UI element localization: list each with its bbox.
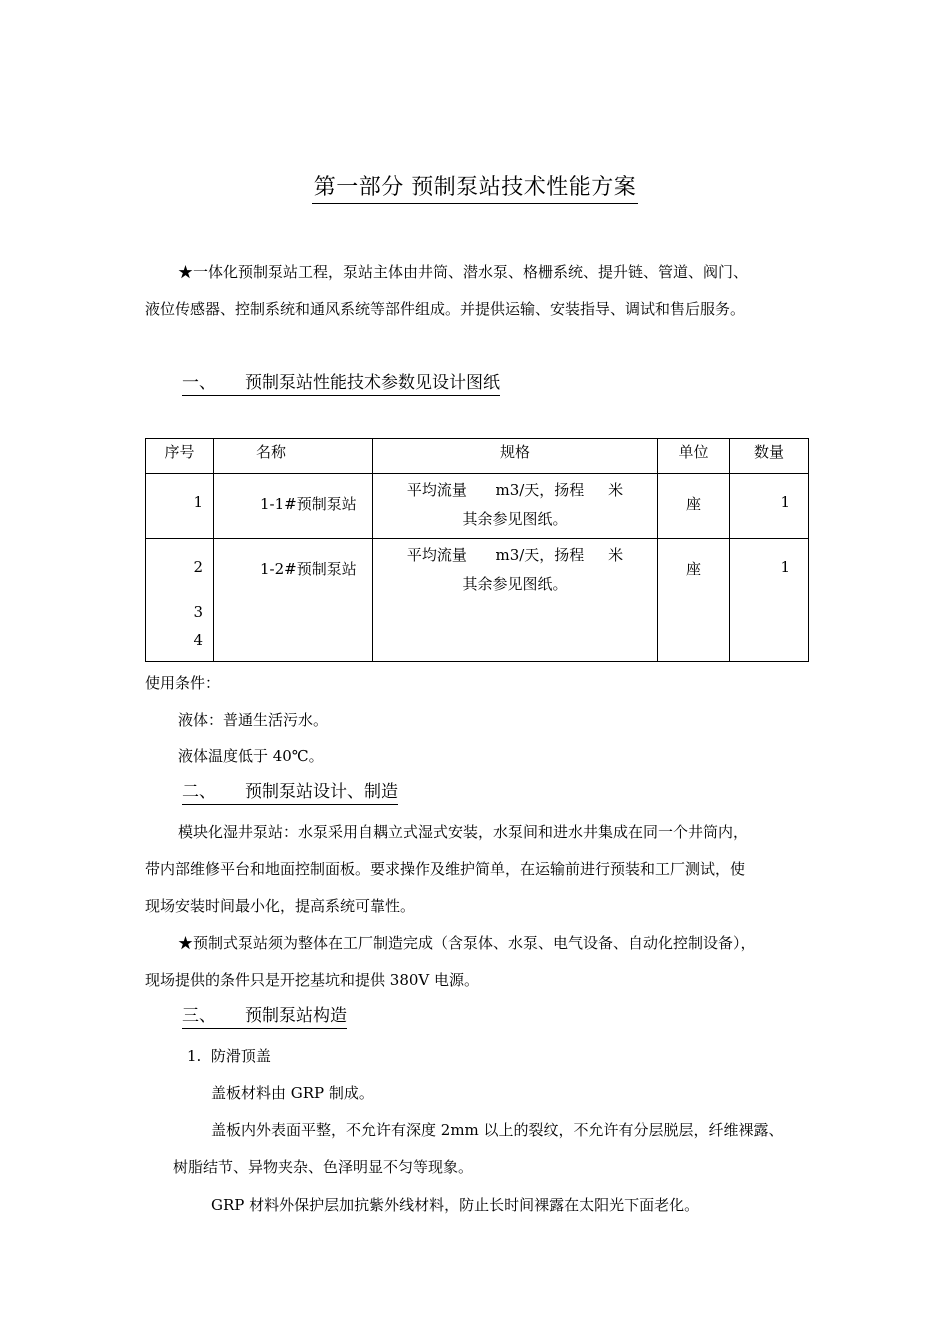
header-unit: 单位 bbox=[658, 439, 730, 474]
section-3-number: 三、 bbox=[182, 1006, 216, 1026]
conditions-label: 使用条件： bbox=[145, 674, 221, 692]
section-3-item-1: 1. 防滑顶盖 bbox=[187, 1047, 271, 1065]
section-1-title: 预制泵站性能技术参数见设计图纸 bbox=[245, 373, 500, 393]
section-1-number: 一、 bbox=[182, 373, 216, 393]
conditions-temperature: 液体温度低于 40℃。 bbox=[178, 747, 324, 765]
row-unit: 座 bbox=[658, 474, 730, 539]
table-row bbox=[146, 539, 809, 662]
section-3-title: 预制泵站构造 bbox=[245, 1006, 347, 1026]
section-2-para-1-line: 现场安装时间最小化，提高系统可靠性。 bbox=[145, 897, 416, 915]
section-3-heading bbox=[182, 1005, 347, 1029]
table-row bbox=[146, 474, 809, 539]
section-3-line-4: GRP 材料外保护层加抗紫外线材料，防止长时间裸露在太阳光下面老化。 bbox=[211, 1196, 700, 1214]
intro-line-2: 液位传感器、控制系统和通风系统等部件组成。并提供运输、安装指导、调试和售后服务。 bbox=[145, 300, 746, 318]
conditions-liquid: 液体：普通生活污水。 bbox=[178, 711, 329, 729]
header-index: 序号 bbox=[146, 439, 214, 474]
row-name: 1-2#预制泵站 bbox=[214, 539, 373, 662]
intro-line-1: ★一体化预制泵站工程，泵站主体由井筒、潜水泵、格栅系统、提升链、管道、阀门、 bbox=[178, 263, 749, 281]
section-2-para-2-line: ★预制式泵站须为整体在工厂制造完成（含泵体、水泵、电气设备、自动化控制设备）， bbox=[178, 934, 756, 952]
section-3-line-2: 盖板内外表面平整，不允许有深度 2mm 以上的裂纹，不允许有分层脱层，纤维裸露、 bbox=[211, 1121, 784, 1139]
section-3-line-1: 盖板材料由 GRP 制成。 bbox=[211, 1084, 374, 1102]
row-name: 1-1#预制泵站 bbox=[214, 474, 373, 539]
row-spec-line-1: 平均流量 m3/天，扬程 米 bbox=[406, 481, 624, 499]
row-index-extra: 4 bbox=[193, 631, 203, 649]
row-qty: 1 bbox=[730, 539, 809, 662]
section-2-para-2-line: 现场提供的条件只是开挖基坑和提供 380V 电源。 bbox=[145, 971, 480, 989]
header-spec: 规格 bbox=[373, 439, 658, 474]
section-2-para-1-line: 带内部维修平台和地面控制面板。要求操作及维护简单，在运输前进行预装和工厂测试，使 bbox=[145, 860, 746, 878]
section-2-para-1-line: 模块化湿井泵站：水泵采用自耦立式湿式安装，水泵间和进水井集成在同一个井筒内， bbox=[178, 823, 749, 841]
header-name: 名称 bbox=[214, 439, 373, 474]
section-1-heading bbox=[182, 372, 500, 396]
page-title-text: 第一部分 预制泵站技术性能方案 bbox=[312, 175, 639, 204]
section-2-heading bbox=[182, 781, 398, 805]
section-2-title: 预制泵站设计、制造 bbox=[245, 782, 398, 802]
row-spec bbox=[373, 539, 658, 662]
row-unit: 座 bbox=[658, 539, 730, 662]
row-index-value: 2 bbox=[193, 558, 203, 576]
row-spec bbox=[373, 474, 658, 539]
row-spec-line-2: 其余参见图纸。 bbox=[462, 575, 568, 593]
row-qty: 1 bbox=[730, 474, 809, 539]
row-spec-line-1: 平均流量 m3/天，扬程 米 bbox=[406, 546, 624, 564]
row-spec-line-2: 其余参见图纸。 bbox=[462, 510, 568, 528]
spec-table bbox=[145, 438, 809, 662]
section-3-line-3: 树脂结节、异物夹杂、色泽明显不匀等现象。 bbox=[173, 1158, 474, 1176]
header-qty: 数量 bbox=[730, 439, 809, 474]
table-header-row bbox=[146, 439, 809, 474]
row-index bbox=[146, 539, 214, 662]
row-index-extra: 3 bbox=[193, 603, 203, 621]
page-title bbox=[0, 170, 950, 201]
section-2-number: 二、 bbox=[182, 782, 216, 802]
row-index: 1 bbox=[146, 474, 214, 539]
